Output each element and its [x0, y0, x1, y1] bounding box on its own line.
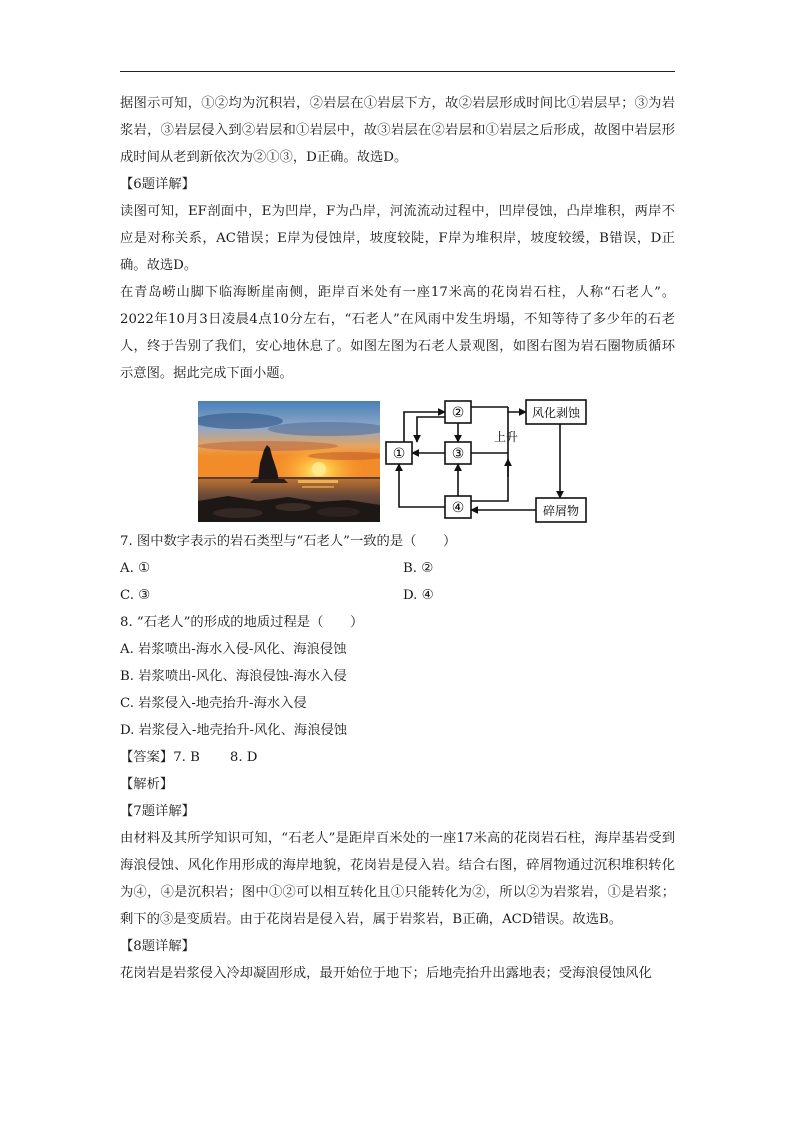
paragraph-q6-explanation: 读图可知，EF剖面中，E为凹岸，F为凸岸，河流流动过程中，凹岸侵蚀，凸岸堆积，两岸不应是对称关系，AC错误；E岸为侵蚀岸，坡度较陡，F岸为堆积岸，坡度较缓，B错误，D正确。故选D。	[120, 204, 675, 273]
node-2-label: ②	[451, 405, 465, 421]
option-8b[interactable]: B. 岩浆喷出-风化、海浪侵蚀-海水入侵	[120, 669, 347, 684]
answer-7: 7. B	[173, 750, 200, 765]
header-rule	[120, 71, 675, 72]
option-8a[interactable]: A. 岩浆喷出-海水入侵-风化、海浪侵蚀	[120, 642, 347, 657]
paragraph-material: 在青岛崂山脚下临海断崖南侧，距岸百米处有一座17米高的花岗岩石柱，人称“石老人”。2022年10月3日凌晨4点10分左右，“石老人”在风雨中发生坍塌，不知等待了多少年的石老人，终于告别了我们，安心地休息了。如图左图为石老人景观图，如图右图为岩石圈物质循环示意图。据此完成下面小题。	[120, 285, 675, 381]
option-7b[interactable]: B. ②	[403, 561, 434, 576]
paragraph-prev-explanation: 据图示可知，①②均为沉积岩，②岩层在①岩层下方，故②岩层形成时间比①岩层早；③为岩浆岩，③岩层侵入到②岩层和①岩层中，故③岩层在②岩层和①岩层之后形成，故图中岩层形成时间从老到新依次为②①③，D正确。故选D。	[120, 96, 675, 165]
node-3-label: ③	[451, 446, 465, 462]
paragraph-q7-explanation: 由材料及其所学知识可知，“石老人”是距岸百米处的一座17米高的花岗岩石柱，海岸基岩受到海浪侵蚀、风化作用形成的海岸地貌，花岗岩是侵入岩。结合右图，碎屑物通过沉积堆积转化为④，④是沉积岩；图中①②可以相互转化且①只能转化为②，所以②为岩浆岩，①是岩浆；剩下的③是变质岩。由于花岗岩是侵入岩，属于岩浆岩，B正确，ACD错误。故选B。	[120, 831, 675, 927]
answer-label: 【答案】	[120, 750, 174, 765]
option-8d[interactable]: D. 岩浆侵入-地壳抬升-风化、海浪侵蚀	[120, 723, 348, 738]
analysis-heading: 【解析】	[120, 777, 174, 792]
question-7-options-row2	[120, 582, 675, 609]
question-8: 8. “石老人”的形成的地质过程是（ ）	[120, 615, 364, 630]
debris-label: 碎屑物	[542, 504, 580, 518]
option-7c[interactable]: C. ③	[120, 588, 151, 603]
node-4-label: ④	[451, 500, 465, 516]
weathering-label: 风化剥蚀	[531, 406, 581, 420]
option-8c[interactable]: C. 岩浆侵入-地壳抬升-海水入侵	[120, 696, 307, 711]
paragraph-q8-explanation: 花岗岩是岩浆侵入冷却凝固形成，最开始位于地下；后地壳抬升出露地表；受海浪侵蚀风化	[120, 966, 652, 981]
document-body	[120, 90, 675, 987]
option-7d[interactable]: D. ④	[403, 588, 434, 603]
option-7a[interactable]: A. ①	[120, 561, 150, 576]
answer-line	[120, 744, 675, 771]
heading-q8-detail: 【8题详解】	[120, 939, 195, 954]
rock-cycle-diagram	[382, 397, 597, 525]
answer-8: 8. D	[229, 750, 258, 765]
question-7-options-row1	[120, 555, 675, 582]
heading-q6-detail: 【6题详解】	[120, 177, 195, 192]
figure-row	[120, 397, 675, 525]
question-7: 7. 图中数字表示的岩石类型与“石老人”一致的是（ ）	[120, 534, 457, 549]
heading-q7-detail: 【7题详解】	[120, 804, 195, 819]
uplift-label: 上升	[493, 430, 519, 444]
shilaoren-photo	[198, 401, 380, 522]
node-1-label: ①	[392, 446, 406, 462]
